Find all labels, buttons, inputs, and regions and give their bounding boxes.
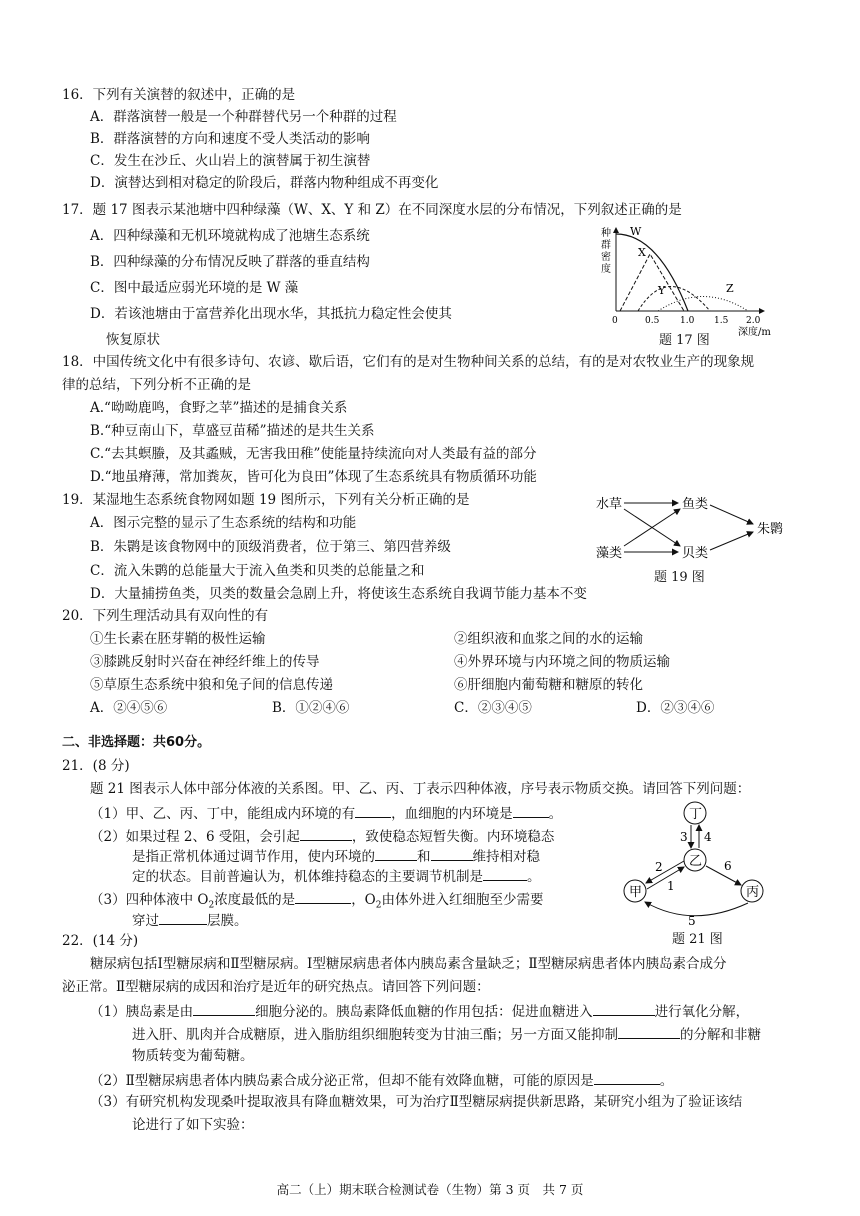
q21-p2-text-b: ，致使稳态短暂失衡。内环境稳态 xyxy=(351,829,555,845)
edge-label-5: 5 xyxy=(688,914,696,928)
answer-blank[interactable] xyxy=(300,826,352,841)
label-yi: 乙 xyxy=(689,854,703,869)
figure-19-food-web xyxy=(592,488,792,568)
q16-stem: 16．下列有关演替的叙述中，正确的是 xyxy=(62,87,296,103)
answer-blank[interactable] xyxy=(431,846,473,861)
answer-blank[interactable] xyxy=(295,889,351,904)
label-x: X xyxy=(638,246,646,259)
figure-17-caption: 题 17 图 xyxy=(659,333,710,348)
label-y: Y xyxy=(658,284,666,297)
answer-blank[interactable] xyxy=(618,1024,680,1039)
y-axis-label-2: 群 xyxy=(601,240,611,251)
q18-stem: 18．中国传统文化中有很多诗句、农谚、歇后语，它们有的是对生物种间关系的总结，有的是对农牧业生产的现象规 xyxy=(62,354,755,370)
q21-part-1 xyxy=(90,803,562,823)
q22-intro-cont: 泌正常。Ⅱ型糖尿病的成因和治疗是近年的研究热点。请回答下列问题： xyxy=(62,979,490,995)
q22-p1-text-b: 细胞分泌的。胰岛素降低血糖的作用包括：促进血糖进入 xyxy=(255,1004,593,1020)
figure-19-caption: 题 19 图 xyxy=(654,570,705,585)
q22-p2-text-b: 。 xyxy=(659,1073,674,1089)
q18-option-c: C.“去其螟螣，及其蟊贼，无害我田稚”使能量持续流向对人类最有益的部分 xyxy=(90,446,537,462)
q21-p3-text-e: 穿过 xyxy=(132,913,159,929)
answer-blank[interactable] xyxy=(159,910,207,925)
label-ding: 丁 xyxy=(689,807,703,822)
subscript-2: 2 xyxy=(208,900,215,911)
q18-option-d: D.“地虽瘠薄，常加粪灰，皆可化为良田”体现了生态系统具有物质循环功能 xyxy=(90,469,537,485)
label-jia: 甲 xyxy=(629,885,643,900)
q21-p3-text-f: 层膜。 xyxy=(207,913,248,929)
q20-option-d: D．②③④⑥ xyxy=(636,700,715,716)
q16-option-a: A．群落演替一般是一个种群替代另一个种群的过程 xyxy=(90,109,397,125)
q20-item-4: ④外界环境与内环境之间的物质运输 xyxy=(454,654,670,670)
q20-option-a: A．②④⑤⑥ xyxy=(90,700,168,716)
q21-p3-text-a: （3）四种体液中 O xyxy=(90,892,209,908)
edge-label-6: 6 xyxy=(724,859,732,873)
page-footer: 高二（上）期末联合检测试卷（生物）第 3 页 共 7 页 xyxy=(276,1182,584,1197)
q20-item-6: ⑥肝细胞内葡萄糖和糖原的转化 xyxy=(454,677,643,693)
q22-p1-text-d: 进入肝、肌肉并合成糖原，进入脂肪组织细胞转变为甘油三酯；另一方面又能抑制 xyxy=(132,1027,618,1043)
q18-option-a: A.“呦呦鹿鸣，食野之苹”描述的是捕食关系 xyxy=(90,400,348,416)
node-beilei: 贝类 xyxy=(682,546,709,561)
tick-1-5: 1.5 xyxy=(714,316,729,326)
q19-option-b: B．朱鹮是该食物网中的顶级消费者，位于第三、第四营养级 xyxy=(90,539,451,555)
q21-p3-text-d: 由体外进入红细胞至少需要 xyxy=(381,892,544,908)
label-bing: 丙 xyxy=(746,885,760,900)
q19-option-d: D．大量捕捞鱼类，贝类的数量会急剧上升，将使该生态系统自我调节能力基本不变 xyxy=(90,586,587,602)
arrow-yulei-zhuhuan xyxy=(710,505,753,524)
y-axis-label-3: 密 xyxy=(601,252,611,263)
figure-17-chart xyxy=(598,222,784,342)
q22-part-1-cont2: 物质转变为葡萄糖。 xyxy=(132,1048,254,1064)
edge-2 xyxy=(646,861,684,883)
curve-y xyxy=(638,287,710,312)
q20-option-b: B．①②④⑥ xyxy=(272,700,350,716)
q22-part-1 xyxy=(90,1001,749,1021)
q17-option-b: B．四种绿藻的分布情况反映了群落的垂直结构 xyxy=(90,254,370,270)
edge-label-4: 4 xyxy=(704,830,712,844)
edge-label-1: 1 xyxy=(667,879,675,893)
q22-p1-text-c: 进行氧化分解， xyxy=(654,1004,750,1020)
tick-2-0: 2.0 xyxy=(746,316,761,326)
q20-item-3: ③膝跳反射时兴奋在神经纤维上的传导 xyxy=(90,654,320,670)
q21-p3-text-c: ，O xyxy=(351,892,376,908)
q21-number: 21．(8 分) xyxy=(62,758,130,774)
y-axis-label-1: 种 xyxy=(601,228,611,239)
node-zaolei: 藻类 xyxy=(596,546,623,561)
q17-option-c: C．图中最适应弱光环境的是 W 藻 xyxy=(90,280,299,296)
q16-option-c: C．发生在沙丘、火山岩上的演替属于初生演替 xyxy=(90,153,371,169)
q22-p2-text-a: （2）Ⅱ型糖尿病患者体内胰岛素合成分泌正常，但却不能有效降血糖，可能的原因是 xyxy=(90,1073,594,1089)
answer-blank[interactable] xyxy=(375,846,417,861)
q21-p2-text-d: 和 xyxy=(417,849,431,865)
q22-number: 22．(14 分) xyxy=(62,933,139,949)
node-shuicao: 水草 xyxy=(596,497,623,512)
tick-0-5: 0.5 xyxy=(645,316,660,326)
y-axis-label-4: 度 xyxy=(601,264,611,275)
arrow-beilei-zhuhuan xyxy=(710,532,753,550)
answer-blank[interactable] xyxy=(193,1001,255,1016)
q22-part-2 xyxy=(90,1070,673,1090)
figure-21-caption: 题 21 图 xyxy=(672,932,723,947)
q18-option-b: B.“种豆南山下，草盛豆苗稀”描述的是共生关系 xyxy=(90,423,375,439)
node-yulei: 鱼类 xyxy=(682,497,709,512)
q17-option-a: A．四种绿藻和无机环境就构成了池塘生态系统 xyxy=(90,228,370,244)
q22-part-3: （3）有研究机构发现桑叶提取液具有降血糖效果，可为治疗Ⅱ型糖尿病提供新思路，某研究小组为了验证该结 xyxy=(90,1094,743,1110)
q21-p2-text-g: 。 xyxy=(527,869,541,885)
edge-5 xyxy=(645,902,748,916)
q21-p2-text-f: 定的状态。目前普遍认为，机体维持稳态的主要调节机制是 xyxy=(132,869,483,885)
answer-blank[interactable] xyxy=(513,803,549,818)
node-zhuhuan: 朱鹮 xyxy=(757,522,784,537)
q21-part-2-cont xyxy=(132,846,540,866)
q21-p1-text-b: ，血细胞的内环境是 xyxy=(391,806,513,822)
q17-option-d: D．若该池塘由于富营养化出现水华，其抵抗力稳定性会使其 xyxy=(90,306,452,322)
edge-label-3: 3 xyxy=(680,830,688,844)
q21-p2-text-a: （2）如果过程 2、6 受阻，会引起 xyxy=(90,829,300,845)
q20-option-c: C．②③④⑤ xyxy=(454,700,532,716)
edge-1 xyxy=(647,867,684,889)
q16-option-d: D．演替达到相对稳定的阶段后，群落内物种组成不再变化 xyxy=(90,175,439,191)
q22-intro: 糖尿病包括Ⅰ型糖尿病和Ⅱ型糖尿病。Ⅰ型糖尿病患者体内胰岛素含量缺乏；Ⅱ型糖尿病患者体内胰岛素合成分 xyxy=(90,956,727,972)
q20-stem: 20．下列生理活动具有双向性的有 xyxy=(62,608,269,624)
answer-blank[interactable] xyxy=(355,803,391,818)
q17-option-d-cont: 恢复原状 xyxy=(106,332,160,348)
q21-p1-text-c: 。 xyxy=(548,806,563,822)
subscript-2: 2 xyxy=(375,900,382,911)
label-z: Z xyxy=(726,282,734,295)
q21-intro: 题 21 图表示人体中部分体液的关系图。甲、乙、丙、丁表示四种体液，序号表示物质交换。请回答下列问题： xyxy=(90,781,751,797)
answer-blank[interactable] xyxy=(593,1001,655,1016)
section-heading: 二、非选择题：共60分。 xyxy=(62,735,211,750)
q19-stem: 19．某湿地生态系统食物网如题 19 图所示，下列有关分析正确的是 xyxy=(62,492,470,508)
q20-item-5: ⑤草原生态系统中狼和兔子间的信息传递 xyxy=(90,677,333,693)
q18-stem-cont: 律的总结，下列分析不正确的是 xyxy=(62,377,251,393)
edge-label-2: 2 xyxy=(655,860,663,874)
q19-option-a: A．图示完整的显示了生态系统的结构和功能 xyxy=(90,515,357,531)
answer-blank[interactable] xyxy=(594,1070,660,1085)
q21-p3-text-b: 浓度最低的是 xyxy=(214,892,296,908)
q21-part-2-cont2 xyxy=(132,866,541,886)
q20-item-1: ①生长素在胚芽鞘的极性运输 xyxy=(90,631,266,647)
q20-item-2: ②组织液和血浆之间的水的运输 xyxy=(454,631,643,647)
x-axis-label: 深度/m xyxy=(738,327,771,338)
q21-p2-text-e: 维持相对稳 xyxy=(472,849,540,865)
tick-origin: 0 xyxy=(612,316,618,326)
figure-21-diagram xyxy=(612,794,782,930)
q21-part-2 xyxy=(90,826,554,846)
label-w: W xyxy=(630,225,642,238)
q22-part-3-cont: 论进行了如下实验： xyxy=(132,1117,254,1133)
q17-stem: 17．题 17 图表示某池塘中四种绿藻（W、X、Y 和 Z）在不同深度水层的分布情况，下列叙述正确的是 xyxy=(62,202,682,218)
q21-part-3-cont xyxy=(132,910,248,930)
q22-part-1-cont xyxy=(132,1024,761,1044)
q19-option-c: C．流入朱鹮的总能量大于流入鱼类和贝类的总能量之和 xyxy=(90,563,425,579)
q22-p1-text-a: （1）胰岛素是由 xyxy=(90,1004,194,1020)
answer-blank[interactable] xyxy=(483,866,527,881)
q21-p2-text-c: 是指正常机体通过调节作用，使内环境的 xyxy=(132,849,375,865)
tick-1-0: 1.0 xyxy=(680,316,695,326)
q22-p1-text-e: 的分解和非糖 xyxy=(680,1027,761,1043)
q16-option-b: B．群落演替的方向和速度不受人类活动的影响 xyxy=(90,131,370,147)
q21-p1-text-a: （1）甲、乙、丙、丁中，能组成内环境的有 xyxy=(90,806,356,822)
